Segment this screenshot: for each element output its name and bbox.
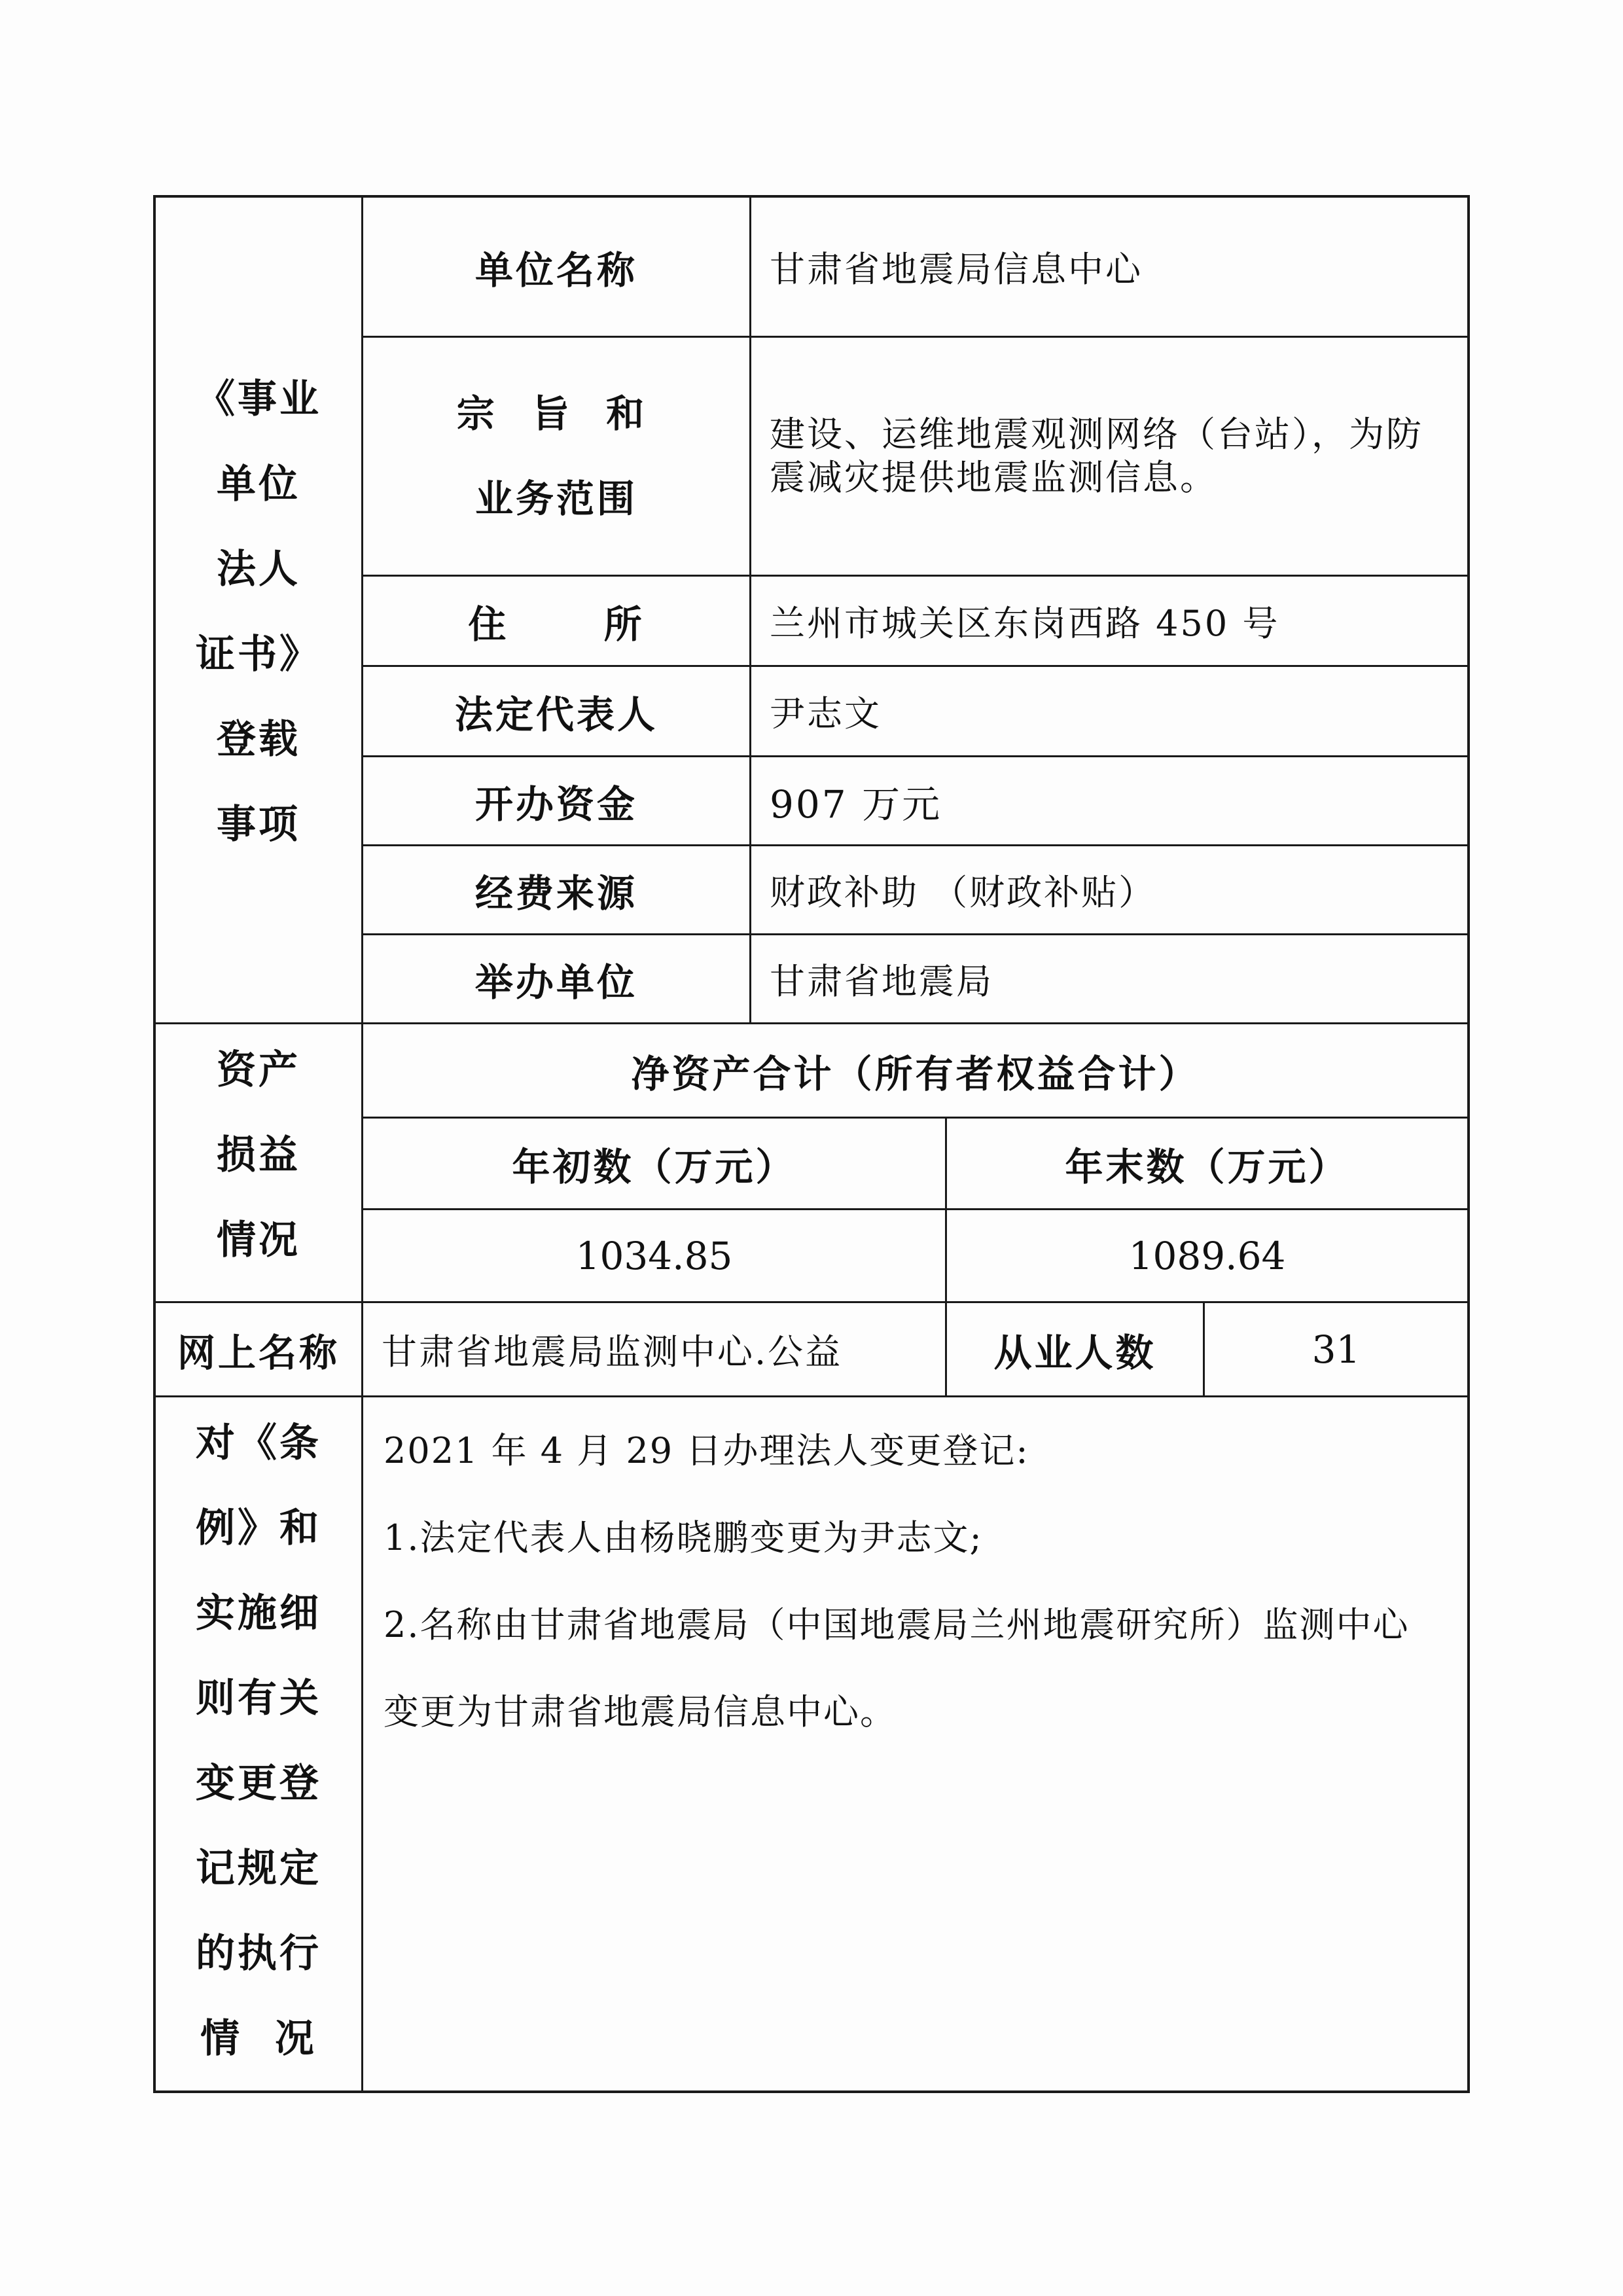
note-line: 2.名称由甘肃省地震局（中国地震局兰州地震研究所）监测中心 xyxy=(383,1604,1410,1645)
staff-count-label: 从业人数 xyxy=(993,1330,1156,1375)
divider xyxy=(153,1395,1470,1397)
unit-name-value: 甘肃省地震局信息中心 xyxy=(770,249,1143,290)
online-name-label: 网上名称 xyxy=(177,1330,340,1375)
assets-section-label: 资产 损益 情况 xyxy=(217,1047,300,1263)
sponsor-value: 甘肃省地震局 xyxy=(770,961,993,1002)
fund-source-value: 财政补助 （财政补贴） xyxy=(770,872,1156,913)
year-start-value: 1034.85 xyxy=(575,1233,733,1278)
purpose-value: 建设、运维地震观测网络（台站），为防 震减灾提供地震监测信息。 xyxy=(770,414,1423,498)
purpose-label: 宗 旨 和 业务范围 xyxy=(456,391,656,521)
legal-rep-value: 尹志文 xyxy=(770,693,882,734)
legal-rep-label: 法定代表人 xyxy=(454,692,658,737)
fund-source-label: 经费来源 xyxy=(474,870,637,916)
certificate-section-label: 《事业 单位 法人 证书》 登载 事项 xyxy=(196,376,321,848)
funds-value: 907 万元 xyxy=(770,781,942,827)
online-name-value: 甘肃省地震局监测中心.公益 xyxy=(382,1331,843,1372)
address-label: 住 所 xyxy=(468,601,645,647)
regulation-notes xyxy=(383,1407,1457,1755)
note-line: 1.法定代表人由杨晓鹏变更为尹志文; xyxy=(383,1517,983,1558)
staff-count-value: 31 xyxy=(1311,1327,1361,1372)
funds-label: 开办资金 xyxy=(474,781,637,827)
note-line: 变更为甘肃省地震局信息中心。 xyxy=(383,1691,897,1732)
unit-name-label: 单位名称 xyxy=(474,247,637,293)
note-line: 2021 年 4 月 29 日办理法人变更登记: xyxy=(383,1430,1029,1471)
year-end-value: 1089.64 xyxy=(1128,1233,1286,1278)
year-end-label: 年末数（万元） xyxy=(1065,1144,1349,1189)
regulation-section-label: 对《条 例》和 实施细 则有关 变更登 记规定 的执行 情 况 xyxy=(196,1420,321,2062)
sponsor-label: 举办单位 xyxy=(474,960,637,1005)
net-assets-header: 净资产合计（所有者权益合计） xyxy=(631,1051,1200,1096)
year-start-label: 年初数（万元） xyxy=(512,1144,796,1189)
address-value: 兰州市城关区东岗西路 450 号 xyxy=(770,603,1280,644)
